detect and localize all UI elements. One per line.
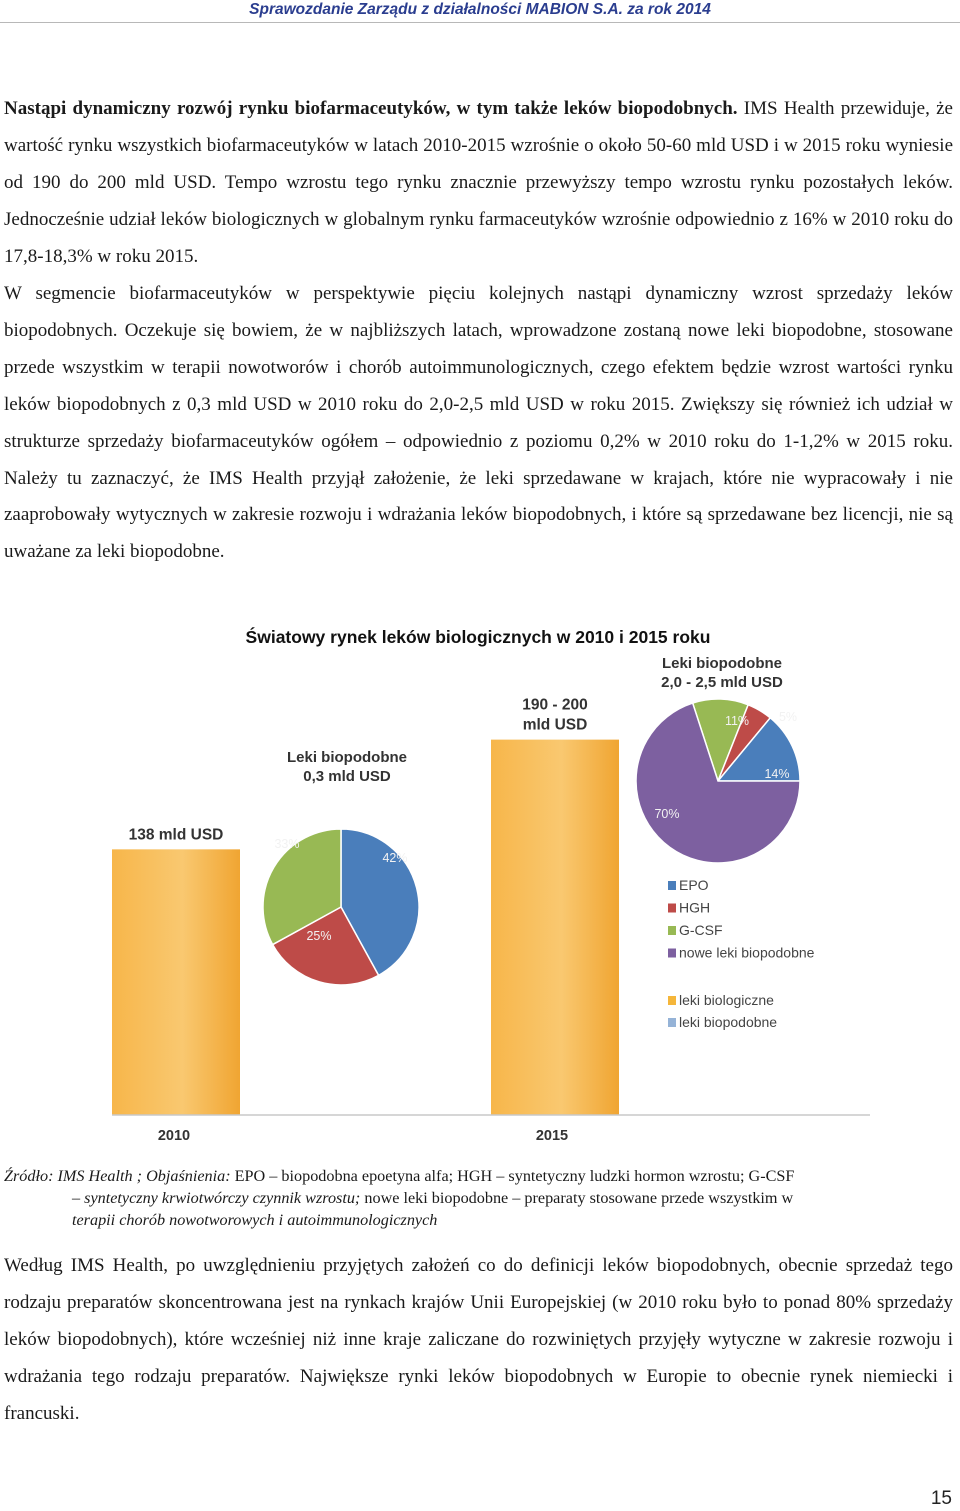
source-abbrev-3: nowe leki biopodobne – preparaty stosowane przede wszystkim w (360, 1189, 794, 1207)
legend-swatch-hgh (668, 904, 676, 913)
running-header: Sprawozdanie Zarządu z działalności MABION S.A. za rok 2014 (249, 1, 711, 18)
pie-2010-slice-label-2: 33% (274, 837, 300, 851)
pie-2015-slice-label-1: 5% (778, 710, 798, 724)
chart-title: Światowy rynek leków biologicznych w 2010 i 2015 roku (245, 627, 711, 647)
source-note (4, 1165, 953, 1231)
legend-label-nowe-leki-biopodobne: nowe leki biopodobne (679, 944, 815, 961)
pie-2010-slice-label-0: 42% (382, 851, 408, 865)
x-tick-label-2010: 2010 (157, 1128, 191, 1144)
legend-label-leki-biologiczne: leki biologiczne (679, 992, 774, 1008)
source-note-continuation (4, 1187, 953, 1209)
pie-2015-slice-label-2: 14% (764, 767, 790, 781)
legend-layer (668, 877, 815, 1030)
legend-label-epo: EPO (679, 877, 709, 893)
source-abbrev-1: EPO – biopodobna epoetyna alfa; HGH – syntetyczny ludzki hormon wzrostu; G-CSF (230, 1167, 795, 1185)
bar-value-label-2015-line2: mld USD (522, 716, 588, 734)
legend-swatch-leki-biopodobne (668, 1018, 676, 1027)
pie-2015-slice-label-0: 11% (724, 714, 750, 728)
legend-swatch-leki-biologiczne (668, 996, 676, 1005)
bar-2010 (112, 849, 240, 1115)
legend-label-g-csf: G-CSF (679, 922, 723, 938)
legend-swatch-nowe-leki-biopodobne (668, 949, 676, 958)
x-tick-label-2015: 2015 (535, 1128, 569, 1144)
pie-2015-title-line1: Leki biopodobne (662, 655, 782, 672)
legend-swatch-epo (668, 881, 676, 890)
paragraph-eu-markets: Według IMS Health, po uwzględnieniu przyjętych założeń co do definicji leków biopodobnych, obecnie sprzedaż tego rodzaju preparatów skoncentrowana jest na rynkach krajów Unii Europejskiej (w 2010 roku było to ponad 80% sprzedaży leków biopodobnych), które wcześniej niż inne kraje zaliczane do rozwiniętych przyjęły wytyczne w zakresie rozwoju i wdrażania tego rodzaju preparatów. Największe rynki leków biopodobnych w Europie to obecnie rynek niemiecki i francuski. (4, 1255, 953, 1424)
pie-2015-slice-label-3: 70% (654, 807, 680, 821)
pie-2015-title-line2: 2,0 - 2,5 mld USD (661, 674, 783, 691)
pie-2010-slice-label-1: 25% (306, 929, 332, 943)
page-number: 15 (930, 1488, 952, 1509)
legend-swatch-g-csf (668, 926, 676, 935)
legend-label-leki-biopodobne: leki biopodobne (679, 1014, 778, 1030)
bar-2015 (491, 740, 619, 1115)
source-abbrev-4: terapii chorób nowotworowych i autoimmunologicznych (72, 1211, 438, 1229)
source-label: Źródło: IMS Health ; Objaśnienia: (4, 1167, 231, 1185)
header-rule (0, 22, 960, 23)
source-abbrev-2: – syntetyczny krwiotwórczy czynnik wzrostu; (72, 1189, 361, 1207)
paragraph-market-growth (4, 91, 953, 276)
pie-2010-title-line1: Leki biopodobne (287, 749, 407, 766)
bar-value-label-2015-line1: 190 - 200 (522, 696, 588, 714)
bar-value-label-2010: 138 mld USD (128, 826, 224, 844)
paragraph-biosimilars: W segmencie biofarmaceutyków w perspektywie pięciu kolejnych nastąpi dynamiczny wzrost sprzedaży leków biopodobnych. Oczekuje się bowiem, że w najbliższych latach, wprowadzone zostaną nowe leki biopodobne, stosowane przede wszystkim w terapii nowotworów i chorób autoimmunologicznych, czego efektem będzie wzrost wartości rynku leków biopodobnych z 0,3 mld USD w 2010 roku do 2,0-2,5 mld USD w roku 2015. Zwiększy się również ich udział w strukturze sprzedaży biofarmaceutyków ogółem – odpowiednio z poziomu 0,2% w 2010 roku do 1-1,2% w 2015 roku. Należy tu zaznaczyć, że IMS Health przyjął założenie, że leki sprzedawane w krajach, które nie wypracowały i nie zaaprobowały wytycznych w zakresie rozwoju i wdrażania leków biopodobnych, i które są sprzedawane bez licencji, nie są uważane za leki biopodobne. (4, 283, 953, 563)
biologics-market-chart (0, 610, 960, 1155)
paragraph-lead-bold: Nastąpi dynamiczny rozwój rynku biofarmaceutyków, w tym także leków biopodobnych. (4, 98, 738, 119)
pie-2010-title-line2: 0,3 mld USD (303, 768, 391, 785)
paragraph-body: IMS Health przewiduje, że wartość rynku wszystkich biofarmaceutyków w latach 2010-2015 wzrośnie o około 50-60 mld USD i w 2015 roku wyniesie od 190 do 200 mld USD. Tempo wzrostu tego rynku znacznie przewyższy tempo wzrostu rynku pozostałych leków. Jednocześnie udział leków biologicznych w globalnym rynku farmaceutyków wzrośnie odpowiednio z 16% w 2010 roku do 17,8-18,3% w roku 2015. (4, 98, 953, 267)
legend-label-hgh: HGH (679, 899, 711, 916)
